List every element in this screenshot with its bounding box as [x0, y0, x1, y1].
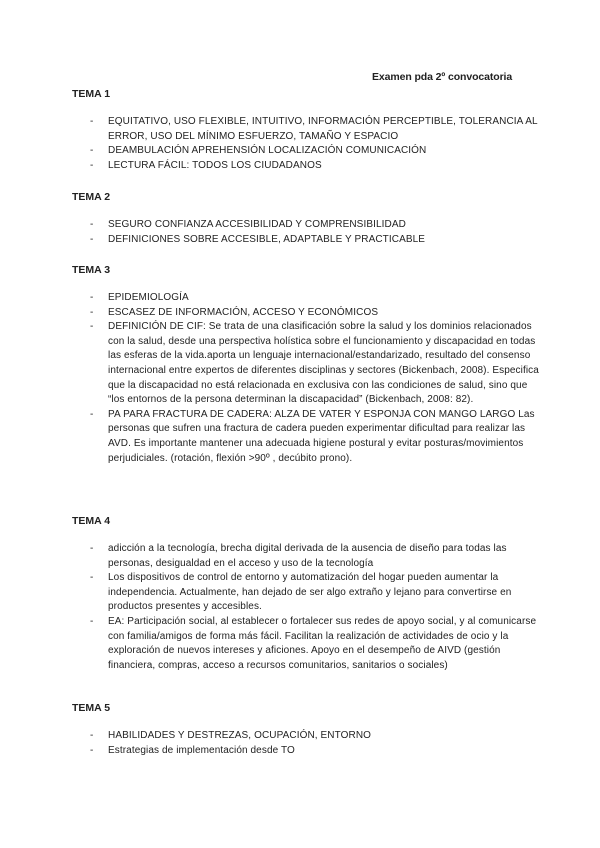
- list-item: - SEGURO CONFIANZA ACCESIBILIDAD Y COMPRENSIBILIDAD: [72, 218, 542, 233]
- tema-5-section: [72, 701, 542, 758]
- list-item: - Los dispositivos de control de entorno y automatización del hogar pueden aumentar la independencia. Actualmente, han dejado de ser algo extraño y lejano para convertirse en productos presentes y accesibles.: [72, 571, 542, 615]
- tema-2-list: [72, 218, 542, 247]
- tema-2-heading: TEMA 2: [72, 191, 111, 203]
- list-item: - adicción a la tecnología, brecha digital derivada de la ausencia de diseño para todas las personas, desigualdad en el acceso y uso de la tecnología: [72, 542, 542, 571]
- list-item: - DEFINICIÓN DE CIF: Se trata de una clasificación sobre la salud y los dominios relacionados con la salud, desde una perspectiva holística sobre el funcionamiento y discapacidad en todas las esferas de la vida.aporta un lenguaje internacional/estandarizado, resultado del consenso internacional entre expertos de diferentes disciplinas y sectores (Bickenbach, 2008). Especifica que la discapacidad no está relacionada en exclusiva con las condiciones de salud, sino que “los entornos de la persona determinan la discapacidad” (Bickenbach, 2008: 82).: [72, 320, 542, 408]
- tema-2-section: [72, 190, 542, 247]
- tema-1-section: [72, 87, 542, 173]
- tema-4-heading: TEMA 4: [72, 515, 111, 527]
- list-item: - EQUITATIVO, USO FLEXIBLE, INTUITIVO, INFORMACIÓN PERCEPTIBLE, TOLERANCIA AL ERROR, USO DEL MÍNIMO ESFUERZO, TAMAÑO Y ESPACIO: [72, 115, 542, 144]
- list-item: - HABILIDADES Y DESTREZAS, OCUPACIÓN, ENTORNO: [72, 729, 542, 744]
- tema-4-section: [72, 514, 542, 673]
- list-item: - Estrategias de implementación desde TO: [72, 744, 542, 759]
- list-item: - DEAMBULACIÓN APREHENSIÓN LOCALIZACIÓN COMUNICACIÓN: [72, 144, 542, 159]
- list-item: - EA: Participación social, al establecer o fortalecer sus redes de apoyo social, y al comunicarse con familia/amigos de forma más fácil. Facilitan la realización de actividades de ocio y la exploración de nuevos intereses y aficiones. Apoyo en el desempeño de AIVD (gestión financiera, compras, acceso a recursos comunitarios, sanitarios o sociales): [72, 615, 542, 673]
- tema-3-heading: TEMA 3: [72, 264, 111, 276]
- list-item: - ESCASEZ DE INFORMACIÓN, ACCESO Y ECONÓMICOS: [72, 306, 542, 321]
- tema-3-section: [72, 263, 542, 466]
- tema-1-heading: TEMA 1: [72, 88, 111, 100]
- tema-5-heading: TEMA 5: [72, 702, 111, 714]
- list-item: - LECTURA FÁCIL: TODOS LOS CIUDADANOS: [72, 159, 542, 174]
- list-item: - EPIDEMIOLOGÍA: [72, 291, 542, 306]
- list-item: - DEFINICIONES SOBRE ACCESIBLE, ADAPTABLE Y PRACTICABLE: [72, 233, 542, 248]
- tema-5-list: [72, 729, 542, 758]
- exam-title: Examen pda 2º convocatoria: [372, 71, 513, 83]
- tema-1-list: [72, 115, 542, 173]
- tema-4-list: [72, 542, 542, 673]
- list-item: - PA PARA FRACTURA DE CADERA: ALZA DE VATER Y ESPONJA CON MANGO LARGO Las personas que sufren una fractura de cadera pueden experimentar dificultad para realizar las AVD. Es importante mantener una adecuada higiene postural y evitar posturas/movimientos perjudiciales. (rotación, flexión >90º , decúbito prono).: [72, 408, 542, 466]
- tema-3-list: [72, 291, 542, 466]
